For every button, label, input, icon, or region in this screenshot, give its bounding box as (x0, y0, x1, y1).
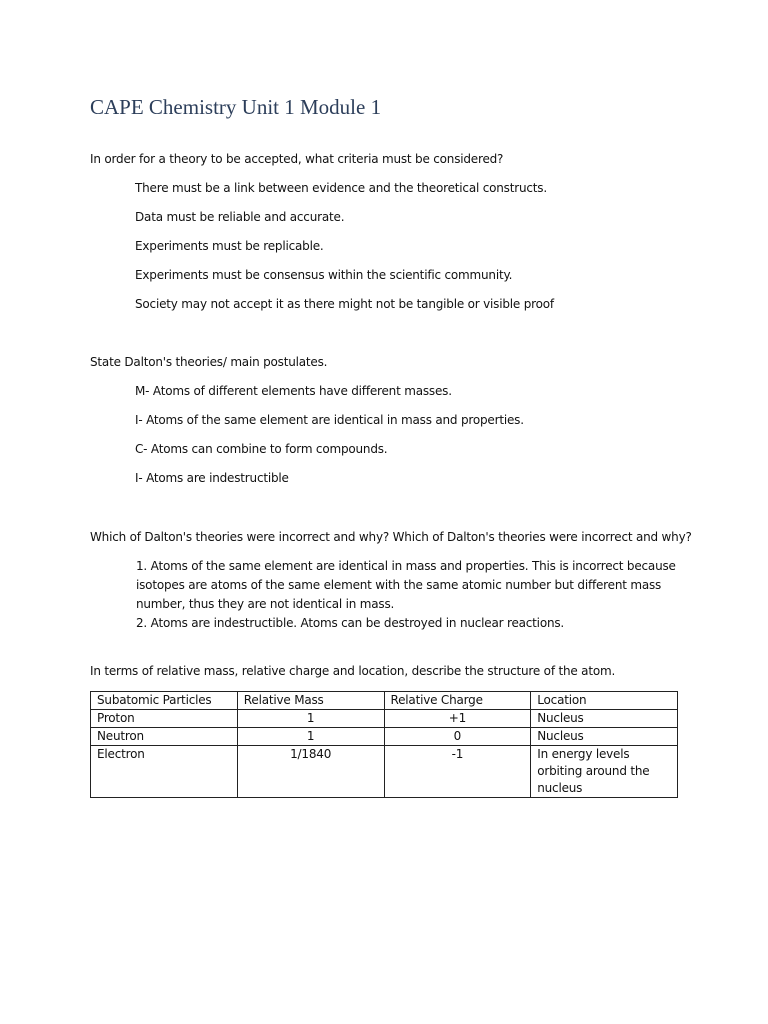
table-cell: +1 (384, 710, 531, 728)
table-header-cell: Relative Charge (384, 692, 531, 710)
table-cell: 1 (237, 728, 384, 746)
table-row (91, 746, 678, 798)
table-cell: -1 (384, 746, 531, 798)
answer-item: There must be a link between evidence and the theoretical constructs. (135, 181, 547, 195)
page-title: CAPE Chemistry Unit 1 Module 1 (90, 95, 382, 119)
answer-item: Experiments must be replicable. (135, 239, 324, 253)
answer-item: Experiments must be consensus within the scientific community. (135, 268, 513, 282)
answer-item: Society may not accept it as there might not be tangible or visible proof (135, 297, 554, 311)
question-atom-structure: In terms of relative mass, relative charge and location, describe the structure of the atom. (90, 664, 616, 678)
table-header-cell: Subatomic Particles (91, 692, 238, 710)
table-cell: 0 (384, 728, 531, 746)
table-header-cell: Location (531, 692, 678, 710)
table-header-row (91, 692, 678, 710)
table-cell: Proton (91, 710, 238, 728)
question-theory-criteria: In order for a theory to be accepted, what criteria must be considered? (90, 152, 504, 166)
answer-item: M- Atoms of different elements have different masses. (135, 384, 452, 398)
table-row (91, 710, 678, 728)
table-cell: In energy levels orbiting around the nucleus (531, 746, 678, 798)
answer-item: C- Atoms can combine to form compounds. (135, 442, 388, 456)
answer-paragraph: 2. Atoms are indestructible. Atoms can be destroyed in nuclear reactions. (136, 616, 565, 630)
table-cell: Nucleus (531, 728, 678, 746)
answer-item: I- Atoms are indestructible (135, 471, 289, 485)
table-header-cell: Relative Mass (237, 692, 384, 710)
answer-item: Data must be reliable and accurate. (135, 210, 345, 224)
table-cell: 1 (237, 710, 384, 728)
answer-paragraph: 1. Atoms of the same element are identical in mass and properties. This is incorrect because isotopes are atoms of the same element with the same atomic number but different mass number, thus they are not identical in mass. (136, 559, 676, 611)
table-row (91, 728, 678, 746)
table-cell: Nucleus (531, 710, 678, 728)
subatomic-particles-table (90, 691, 678, 798)
table-cell: 1/1840 (237, 746, 384, 798)
table-cell: Electron (91, 746, 238, 798)
table-cell: Neutron (91, 728, 238, 746)
answer-item: I- Atoms of the same element are identical in mass and properties. (135, 413, 524, 427)
question-dalton-postulates: State Dalton's theories/ main postulates. (90, 355, 328, 369)
question-dalton-incorrect: Which of Dalton's theories were incorrect and why? Which of Dalton's theories were incorrect and why? (90, 530, 692, 544)
